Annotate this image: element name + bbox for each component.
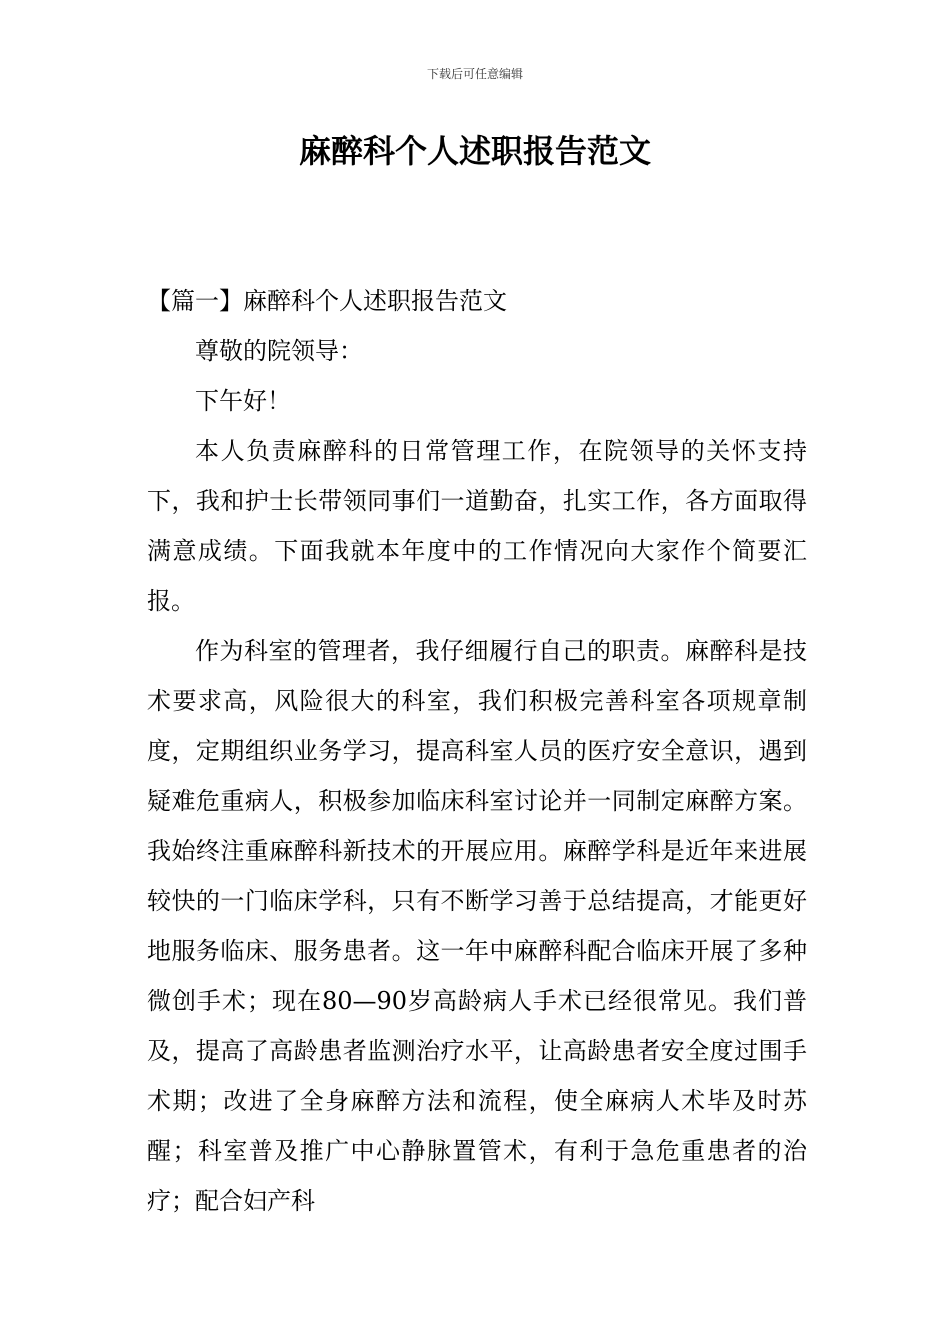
section-heading: 【篇一】麻醉科个人述职报告范文: [147, 287, 507, 315]
body-paragraph: 作为科室的管理者，我仔细履行自己的职责。麻醉科是技术要求高，风险很大的科室，我们积极完善科室各项规章制度，定期组织业务学习，提高科室人员的医疗安全意识，遇到疑难危重病人，积极参加临床科室讨论并一同制定麻醉方案。我始终注重麻醉科新技术的开展应用。麻醉学科是近年来进展较快的一门临床学科，只有不断学习善于总结提高，才能更好地服务临床、服务患者。这一年中麻醉科配合临床开展了多种微创手术；现在80—90岁高龄病人手术已经很常见。我们普及，提高了高龄患者监测治疗水平，让高龄患者安全度过围手术期；改进了全身麻醉方法和流程，使全麻病人术毕及时苏醒；科室普及推广中心静脉置管术，有利于急危重患者的治疗；配合妇产科: [147, 637, 807, 1215]
document-title: 麻醉科个人述职报告范文: [298, 132, 651, 170]
salutation-paragraph: 下午好！: [195, 387, 291, 415]
document-body: [147, 276, 807, 1226]
header-note: 下载后可任意编辑: [426, 67, 523, 81]
greeting-paragraph: 尊敬的院领导：: [195, 337, 363, 365]
body-paragraph: 本人负责麻醉科的日常管理工作，在院领导的关怀支持下，我和护士长带领同事们一道勤奋，扎实工作，各方面取得满意成绩。下面我就本年度中的工作情况向大家作个简要汇报。: [147, 437, 807, 615]
